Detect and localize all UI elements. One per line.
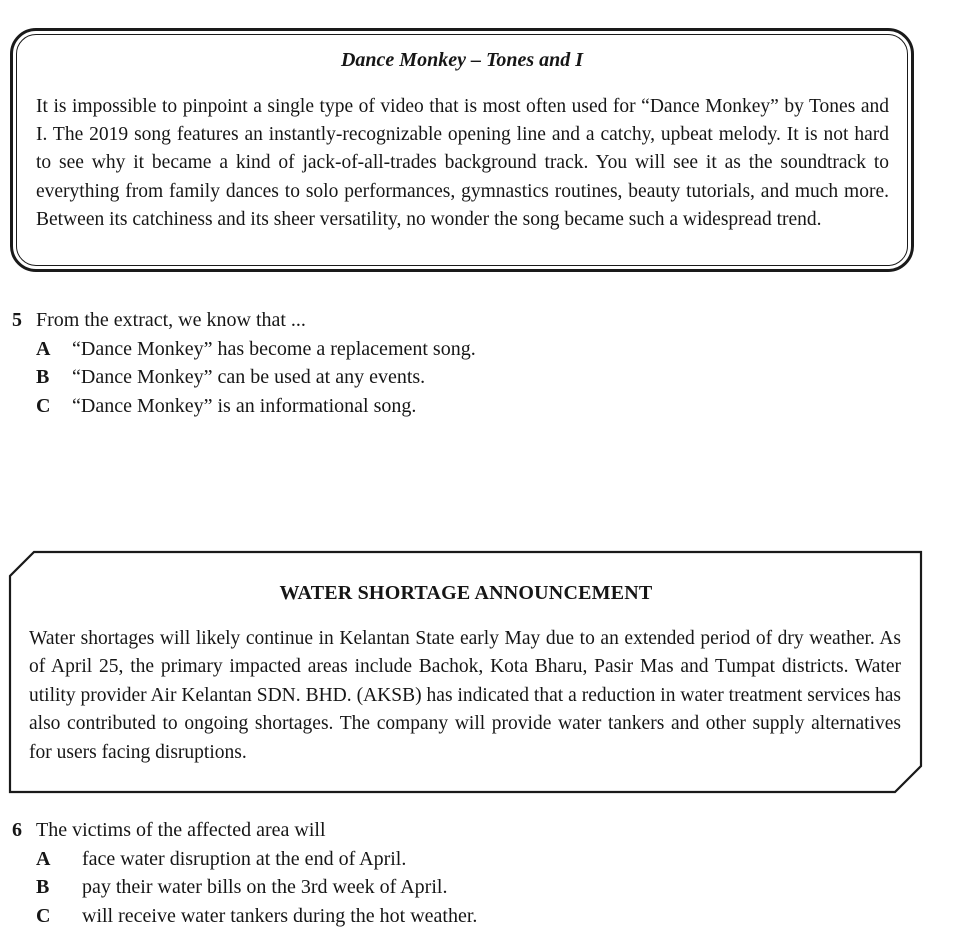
passage1-title: Dance Monkey – Tones and I: [340, 49, 584, 71]
option-text: pay their water bills on the 3rd week of April.: [82, 876, 448, 898]
option-letter: B: [36, 366, 50, 388]
option-letter: B: [36, 876, 50, 898]
question-6-option-b[interactable]: [12, 873, 477, 902]
option-text: “Dance Monkey” is an informational song.: [72, 394, 417, 417]
passage2-body: Water shortages will likely continue in Kelantan State early May due to an extended period of dry weather. As of April 25, the primary impacted areas include Bachok, Kota Bharu, Pasir Mas and Tumpat districts. Water utility provider Air Kelantan SDN. BHD. (AKSB) has indicated that a reduction in water treatment services has also contributed to ongoing shortages. The company will provide water tankers and other supply alternatives for users facing disruptions.: [29, 628, 901, 763]
question-5: [12, 306, 476, 420]
question-6-option-a[interactable]: [12, 845, 477, 874]
passage2-title: WATER SHORTAGE ANNOUNCEMENT: [279, 582, 653, 604]
question-6: [12, 816, 477, 930]
passage1-body: It is impossible to pinpoint a single type of video that is most often used for “Dance Monkey” by Tones and I. The 2019 song features an instantly-recognizable opening line and a catchy, upbeat melody. It is not hard to see why it became a kind of jack-of-all-trades background track. You will see it as the soundtrack to everything from family dances to solo performances, gymnastics routines, beauty tutorials, and much more. Between its catchiness and its sheer versatility, no wonder the song became such a widespread trend.: [36, 96, 889, 230]
option-letter: C: [36, 394, 51, 417]
question-5-option-c[interactable]: [12, 392, 476, 421]
option-letter: A: [36, 847, 51, 870]
question-6-stem: The victims of the affected area will: [36, 819, 326, 841]
question-5-option-a[interactable]: [12, 335, 476, 364]
option-text: “Dance Monkey” has become a replacement song.: [72, 337, 476, 360]
question-5-option-b[interactable]: [12, 363, 476, 392]
question-5-number: 5: [12, 309, 22, 331]
option-text: will receive water tankers during the hot weather.: [82, 904, 478, 927]
question-5-stem: From the extract, we know that ...: [36, 309, 306, 331]
option-text: “Dance Monkey” can be used at any events.: [72, 366, 426, 388]
question-6-option-c[interactable]: [12, 902, 477, 931]
option-letter: C: [36, 904, 51, 927]
question-6-number: 6: [12, 819, 22, 841]
question-5-stem-row: [12, 306, 476, 335]
question-6-stem-row: [12, 816, 477, 845]
option-text: face water disruption at the end of April.: [82, 847, 407, 870]
option-letter: A: [36, 337, 51, 360]
